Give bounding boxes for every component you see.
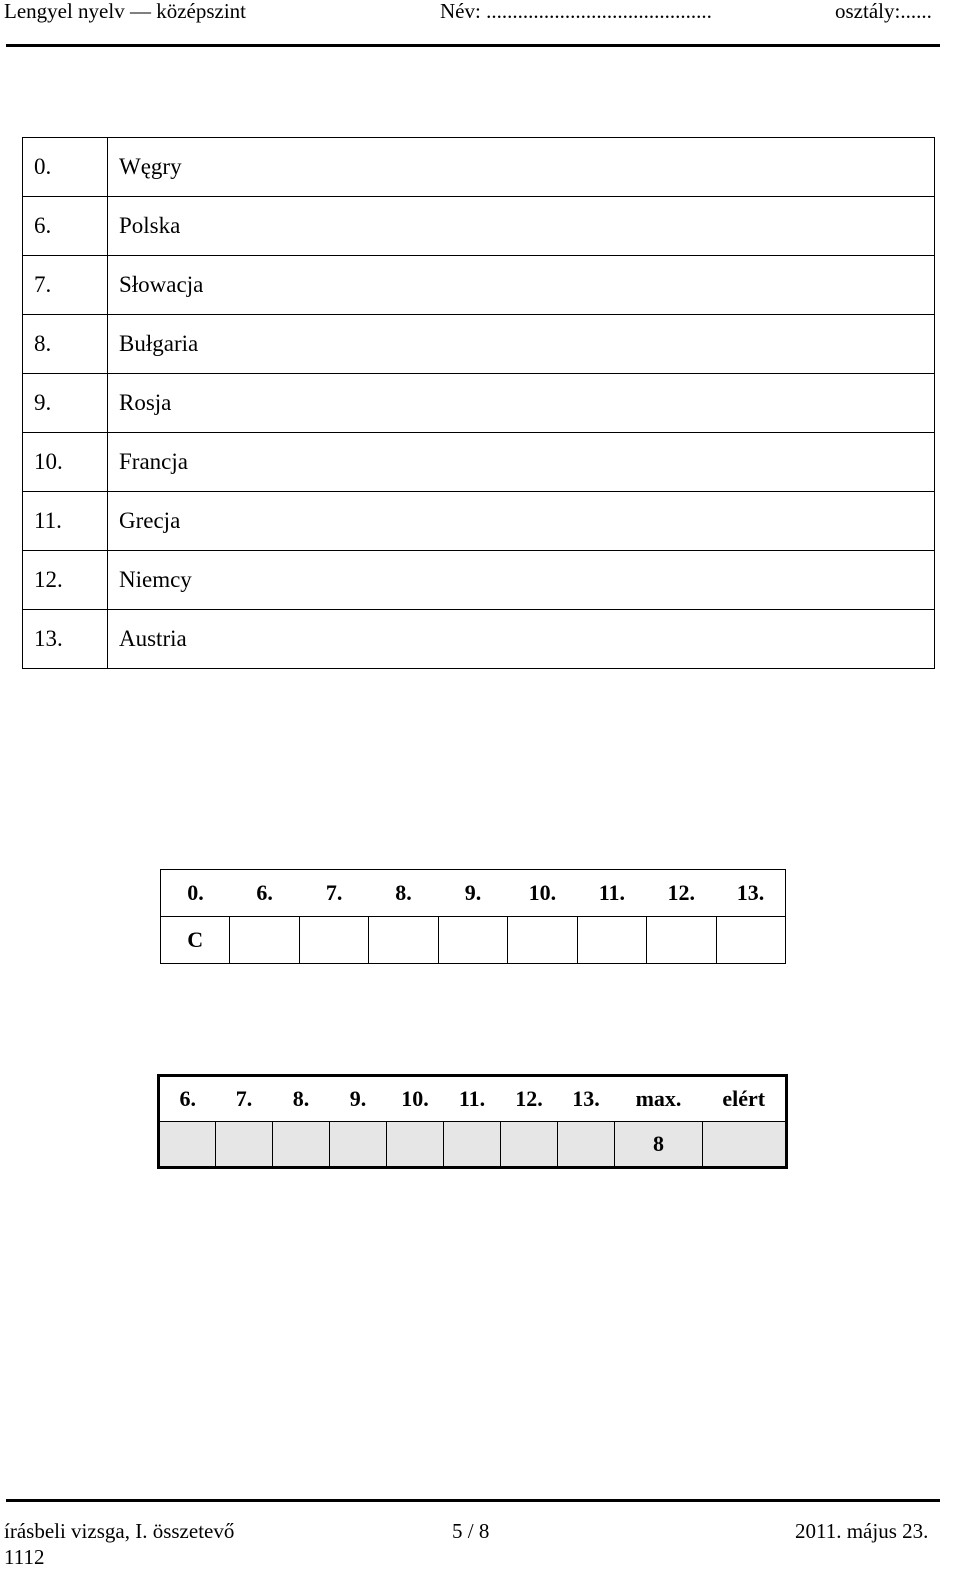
country-name: Polska bbox=[108, 197, 935, 256]
answer-header-cell: 8. bbox=[369, 870, 438, 917]
country-name: Bułgaria bbox=[108, 315, 935, 374]
country-name: Austria bbox=[108, 610, 935, 669]
answer-header-cell: 9. bbox=[438, 870, 507, 917]
row-number: 9. bbox=[23, 374, 108, 433]
table-row bbox=[23, 197, 935, 256]
answer-header-cell: 13. bbox=[716, 870, 786, 917]
score-header-row bbox=[159, 1076, 787, 1122]
table-row bbox=[23, 610, 935, 669]
header-name-field: Név: ........................................... bbox=[440, 0, 712, 23]
score-cell bbox=[444, 1122, 501, 1168]
table-row bbox=[23, 492, 935, 551]
score-cell bbox=[387, 1122, 444, 1168]
row-number: 7. bbox=[23, 256, 108, 315]
answer-header-cell: 12. bbox=[647, 870, 716, 917]
score-value-row bbox=[159, 1122, 787, 1168]
score-header-cell: 8. bbox=[273, 1076, 330, 1122]
answer-cell[interactable] bbox=[438, 917, 507, 964]
score-header-cell: 12. bbox=[501, 1076, 558, 1122]
row-number: 0. bbox=[23, 138, 108, 197]
answer-header-row bbox=[161, 870, 786, 917]
answer-header-cell: 7. bbox=[299, 870, 368, 917]
table-row bbox=[23, 433, 935, 492]
header-class-field: osztály:...... bbox=[835, 0, 932, 23]
country-name: Rosja bbox=[108, 374, 935, 433]
score-achieved-value bbox=[703, 1122, 787, 1168]
score-cell bbox=[501, 1122, 558, 1168]
row-number: 11. bbox=[23, 492, 108, 551]
table-row bbox=[23, 551, 935, 610]
country-name: Grecja bbox=[108, 492, 935, 551]
table-row bbox=[23, 315, 935, 374]
row-number: 10. bbox=[23, 433, 108, 492]
answer-row bbox=[161, 917, 786, 964]
footer-date: 2011. május 23. bbox=[795, 1519, 929, 1543]
header-subject: Lengyel nyelv — középszint bbox=[4, 0, 247, 23]
footer-code: 1112 bbox=[4, 1545, 45, 1569]
score-table bbox=[157, 1074, 788, 1169]
score-header-cell: 7. bbox=[216, 1076, 273, 1122]
table-row bbox=[23, 374, 935, 433]
page-number: 5 / 8 bbox=[452, 1519, 490, 1543]
footer-divider bbox=[6, 1499, 940, 1502]
country-name: Francja bbox=[108, 433, 935, 492]
answer-cell[interactable] bbox=[577, 917, 646, 964]
table-row bbox=[23, 256, 935, 315]
answer-cell[interactable] bbox=[369, 917, 438, 964]
page-header bbox=[0, 0, 960, 48]
score-header-cell: 11. bbox=[444, 1076, 501, 1122]
answer-header-cell: 6. bbox=[230, 870, 299, 917]
answer-header-cell: 10. bbox=[508, 870, 577, 917]
answer-cell[interactable] bbox=[647, 917, 716, 964]
country-name: Węgry bbox=[108, 138, 935, 197]
answer-cell[interactable] bbox=[716, 917, 786, 964]
score-header-max: max. bbox=[615, 1076, 703, 1122]
score-cell bbox=[159, 1122, 216, 1168]
score-header-achieved: elért bbox=[703, 1076, 787, 1122]
answer-cell: C bbox=[161, 917, 230, 964]
table-row bbox=[23, 138, 935, 197]
answer-table bbox=[160, 869, 786, 964]
answer-header-cell: 11. bbox=[577, 870, 646, 917]
country-list-table bbox=[22, 137, 935, 669]
country-name: Niemcy bbox=[108, 551, 935, 610]
header-divider bbox=[6, 44, 940, 47]
row-number: 12. bbox=[23, 551, 108, 610]
score-header-cell: 10. bbox=[387, 1076, 444, 1122]
answer-header-cell: 0. bbox=[161, 870, 230, 917]
country-name: Słowacja bbox=[108, 256, 935, 315]
row-number: 6. bbox=[23, 197, 108, 256]
score-cell bbox=[330, 1122, 387, 1168]
answer-cell[interactable] bbox=[230, 917, 299, 964]
score-header-cell: 13. bbox=[558, 1076, 615, 1122]
score-header-cell: 9. bbox=[330, 1076, 387, 1122]
row-number: 13. bbox=[23, 610, 108, 669]
answer-cell[interactable] bbox=[508, 917, 577, 964]
answer-cell[interactable] bbox=[299, 917, 368, 964]
footer-exam-name: írásbeli vizsga, I. összetevő bbox=[4, 1519, 235, 1543]
score-cell bbox=[216, 1122, 273, 1168]
score-header-cell: 6. bbox=[159, 1076, 216, 1122]
row-number: 8. bbox=[23, 315, 108, 374]
score-cell bbox=[558, 1122, 615, 1168]
score-max-value: 8 bbox=[615, 1122, 703, 1168]
score-cell bbox=[273, 1122, 330, 1168]
